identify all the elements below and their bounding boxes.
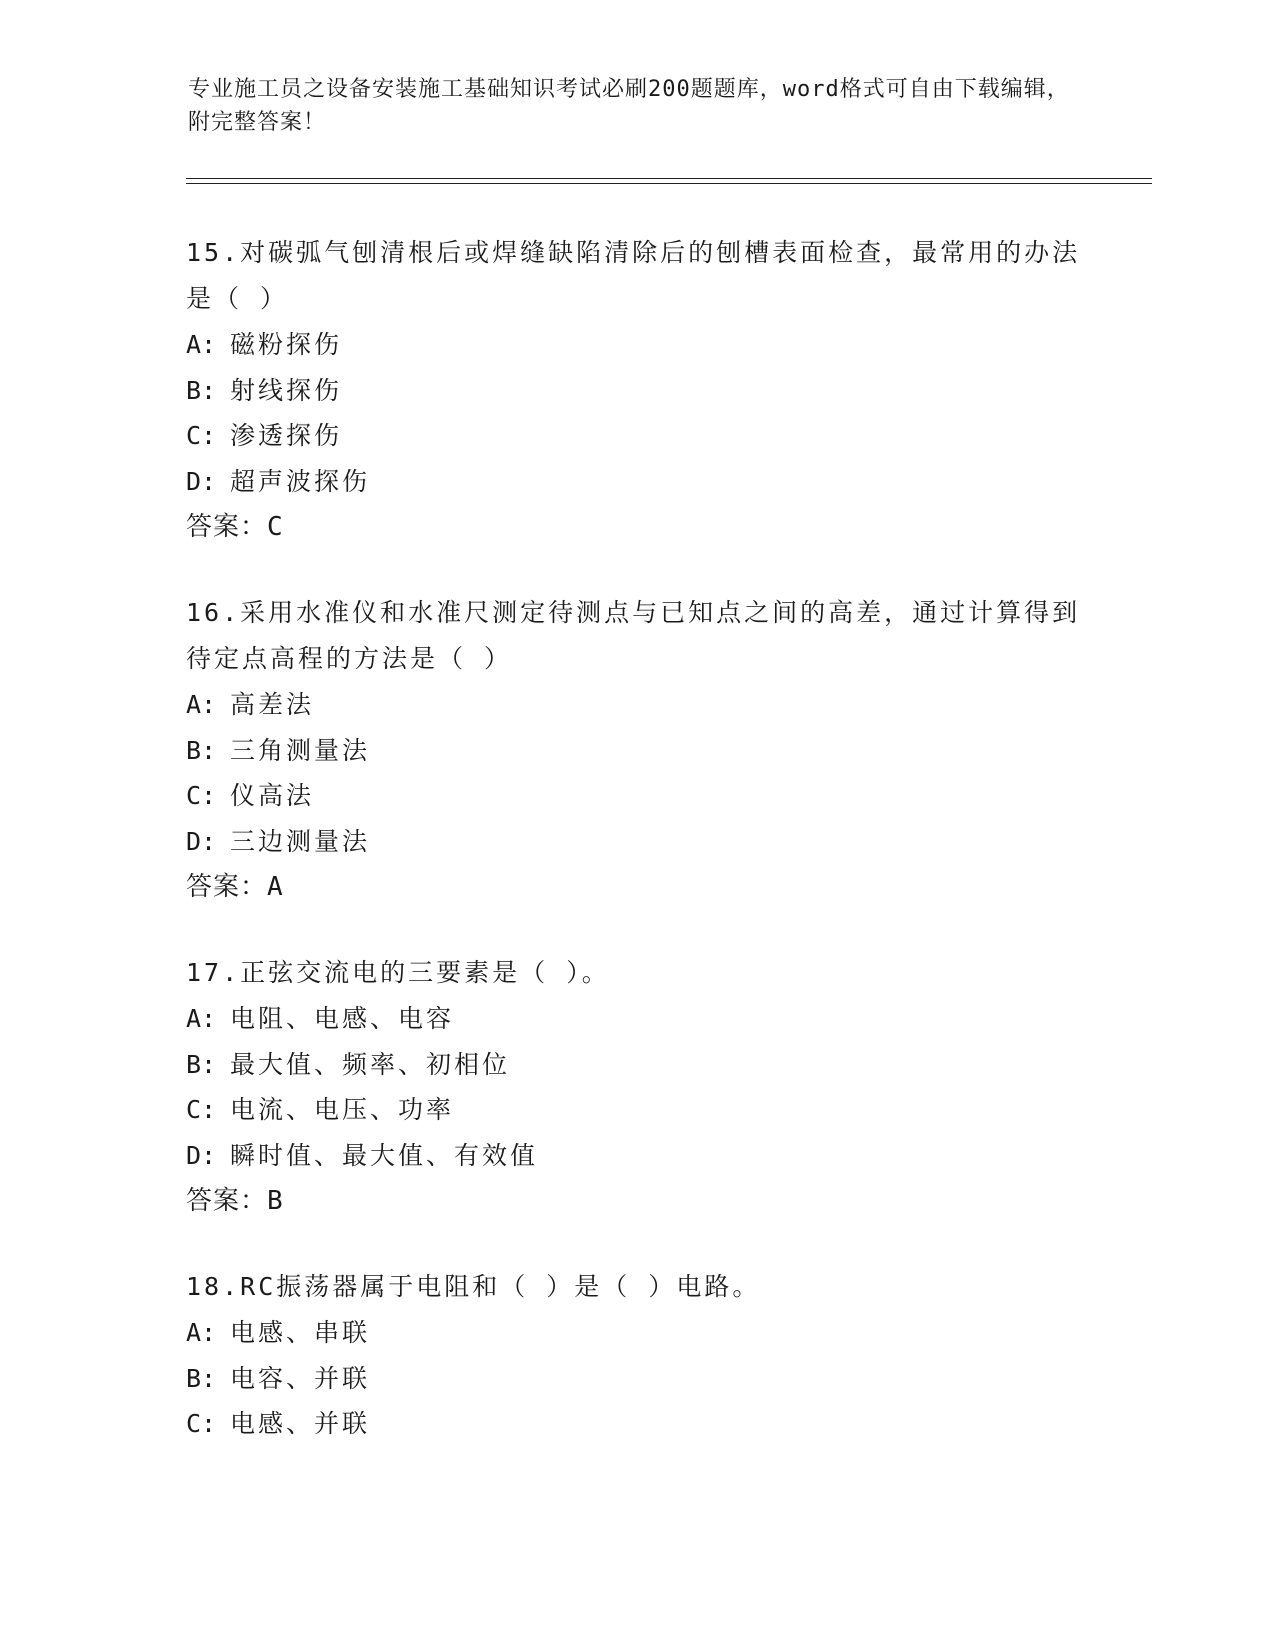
option-letter: C: bbox=[186, 421, 217, 450]
option-a bbox=[186, 682, 1086, 728]
option-text: 电容、并联 bbox=[230, 1363, 371, 1393]
answer-label: 答案： bbox=[186, 512, 268, 542]
option-d bbox=[186, 1133, 1086, 1179]
question-16 bbox=[186, 590, 1086, 910]
answer-value: B bbox=[267, 1186, 284, 1216]
option-letter: D: bbox=[186, 466, 217, 496]
option-letter: C: bbox=[186, 1409, 217, 1438]
option-text: 最大值、频率、初相位 bbox=[230, 1049, 511, 1079]
option-b bbox=[186, 1356, 1086, 1402]
question-stem: 17.正弦交流电的三要素是（ ）。 bbox=[186, 958, 610, 987]
option-c bbox=[186, 1401, 1086, 1447]
option-letter: B: bbox=[186, 735, 217, 765]
question-list bbox=[186, 230, 1086, 1487]
option-text: 瞬时值、最大值、有效值 bbox=[230, 1140, 539, 1170]
option-text: 三角测量法 bbox=[230, 735, 371, 765]
option-text: 电流、电压、功率 bbox=[230, 1095, 455, 1124]
option-c bbox=[186, 773, 1086, 819]
question-15 bbox=[186, 230, 1086, 550]
document-header bbox=[188, 73, 1088, 139]
option-b bbox=[186, 1042, 1086, 1088]
answer-value: C bbox=[267, 512, 284, 542]
option-letter: B: bbox=[186, 375, 217, 405]
option-a bbox=[186, 1310, 1086, 1356]
answer-label: 答案： bbox=[186, 872, 268, 902]
option-b bbox=[186, 728, 1086, 774]
option-a bbox=[186, 322, 1086, 368]
question-18 bbox=[186, 1264, 1086, 1447]
option-c bbox=[186, 1087, 1086, 1133]
option-text: 高差法 bbox=[230, 690, 315, 719]
option-letter: B: bbox=[186, 1363, 217, 1393]
answer-line bbox=[186, 504, 1086, 550]
option-a bbox=[186, 996, 1086, 1042]
option-letter: D: bbox=[186, 826, 217, 856]
question-stem: 18.RC振荡器属于电阻和（ ）是（ ）电路。 bbox=[186, 1272, 761, 1301]
option-letter: A: bbox=[186, 690, 217, 719]
option-text: 电感、串联 bbox=[230, 1318, 371, 1347]
document-title: 专业施工员之设备安装施工基础知识考试必刷200题题库，word格式可自由下载编辑，附完整答案！ bbox=[188, 77, 1070, 135]
option-letter: A: bbox=[186, 1004, 217, 1033]
option-text: 射线探伤 bbox=[230, 375, 343, 405]
option-letter: C: bbox=[186, 781, 217, 810]
option-text: 三边测量法 bbox=[230, 826, 371, 856]
option-b bbox=[186, 368, 1086, 414]
option-text: 磁粉探伤 bbox=[230, 330, 343, 359]
option-text: 渗透探伤 bbox=[230, 421, 343, 450]
option-letter: C: bbox=[186, 1095, 217, 1124]
answer-line bbox=[186, 864, 1086, 910]
option-letter: A: bbox=[186, 330, 217, 359]
option-d bbox=[186, 459, 1086, 505]
option-d bbox=[186, 819, 1086, 865]
question-17 bbox=[186, 950, 1086, 1224]
option-text: 超声波探伤 bbox=[230, 466, 371, 496]
option-text: 仪高法 bbox=[230, 781, 315, 810]
answer-line bbox=[186, 1178, 1086, 1224]
header-divider-bottom bbox=[186, 183, 1152, 184]
option-letter: B: bbox=[186, 1049, 217, 1079]
answer-label: 答案： bbox=[186, 1186, 268, 1216]
question-stem: 15.对碳弧气刨清根后或焊缝缺陷清除后的刨槽表面检查，最常用的办法是（ ） bbox=[186, 238, 1081, 313]
answer-value: A bbox=[267, 872, 284, 902]
option-text: 电感、并联 bbox=[230, 1409, 371, 1438]
option-c bbox=[186, 413, 1086, 459]
option-letter: A: bbox=[186, 1318, 217, 1347]
header-divider-top bbox=[186, 178, 1152, 179]
option-text: 电阻、电感、电容 bbox=[230, 1004, 455, 1033]
option-letter: D: bbox=[186, 1140, 217, 1170]
question-stem: 16.采用水准仪和水准尺测定待测点与已知点之间的高差，通过计算得到待定点高程的方法是（ ） bbox=[186, 598, 1081, 673]
